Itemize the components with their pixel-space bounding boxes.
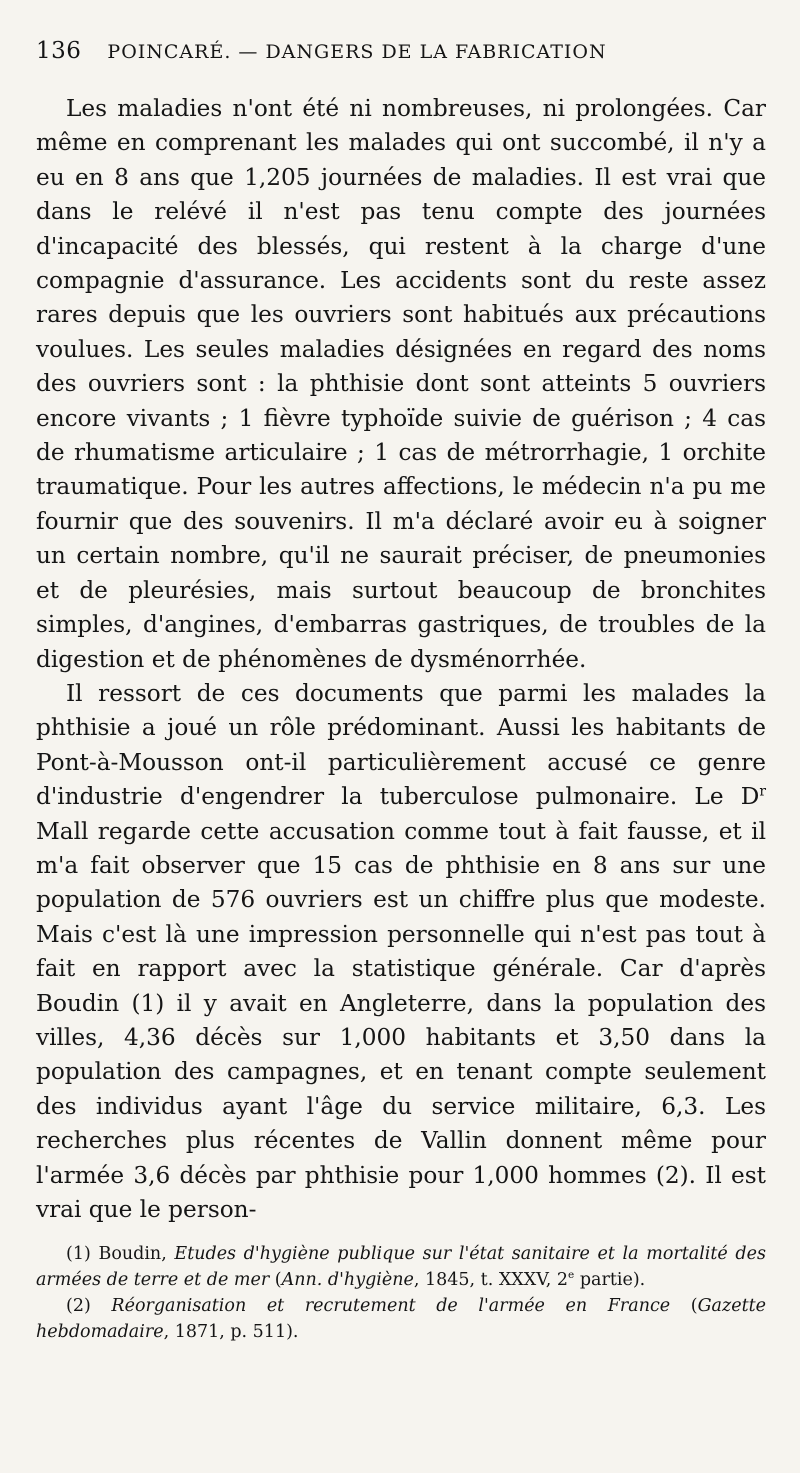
superscript: r bbox=[759, 783, 766, 800]
page-number: 136 bbox=[36, 38, 82, 64]
footnote: (2) Réorganisation et recrutement de l'armée en France (Gazette hebdomadaire, 1871, p. 511). bbox=[36, 1296, 766, 1343]
paragraph: Les maladies n'ont été ni nombreuses, ni prolongées. Car même en comprenant les malades qui ont succombé, il n'y a eu en 8 ans que 1,205 journées de maladies. Il est vrai que dans le relévé il n'est pas tenu compte des journées d'incapacité des blessés, qui restent à la charge d'une compagnie d'assurance. Les accidents sont du reste assez rares depuis que les ouvriers sont habitués aux précautions voulues. Les seules maladies désignées en regard des noms des ouvriers sont : la phthisie dont sont atteints 5 ouvriers encore vivants ; 1 fièvre typhoïde suivie de guérison ; 4 cas de rhumatisme articulaire ; 1 cas de métrorrhagie, 1 orchite traumatique. Pour les autres affections, le médecin n'a pu me fournir que des souvenirs. Il m'a déclaré avoir eu à soigner un certain nombre, qu'il ne saurait préciser, de pneumonies et de pleurésies, mais surtout beaucoup de bronchites simples, d'angines, d'embarras gastriques, de troubles de la digestion et de phénomènes de dysménorrhée. bbox=[36, 95, 766, 673]
running-title: POINCARÉ. — DANGERS DE LA FABRICATION bbox=[107, 41, 607, 63]
footnote-author: Boudin, bbox=[98, 1244, 167, 1265]
body-text bbox=[36, 92, 766, 1227]
footnote-marker: (2) bbox=[66, 1296, 91, 1317]
footnote-title: Réorganisation et recrutement de l'armée en France bbox=[111, 1296, 671, 1317]
footnote-marker: (1) bbox=[66, 1244, 91, 1265]
paragraph: Il ressort de ces documents que parmi les malades la phthisie a joué un rôle prédominant. Aussi les habitants de Pont-à-Mousson ont-il particulièrement accusé ce genre d'industrie d'engendrer la tuberculose pulmonaire. Le $D^r$ Mall regarde cette accusation comme tout à fait fausse, et il m'a fait observer que 15 cas de phthisie en 8 ans sur une population de 576 ouvriers est un chiffre plus que modeste. Mais c'est là une impression personnelle qui n'est pas tout à fait en rapport avec la statistique générale. Car d'après Boudin (1) il y avait en Angleterre, dans la population des villes, 4,36 décès sur 1,000 habitants et 3,50 dans la population des campagnes, et en tenant compte seulement des individus ayant l'âge du service militaire, 6,3. Les recherches plus récentes de Vallin donnent même pour l'armée 3,6 décès par phthisie pour 1,000 hommes (2). Il est vrai que le person- bbox=[36, 679, 766, 1223]
footnote-journal: Gazette hebdomadaire bbox=[36, 1296, 766, 1343]
page-header bbox=[36, 38, 766, 82]
footnote-title: Etudes d'hygiène publique sur l'état sanitaire et la mortalité des armées de terre et de mer bbox=[36, 1244, 766, 1291]
footnote: (1) Boudin, Etudes d'hygiène publique sur l'état sanitaire et la mortalité des armées de terre et de mer (Ann. d'hygiène, 1845, t. XXXV, 2e partie). bbox=[36, 1244, 766, 1291]
footnote-journal: Ann. d'hygiène bbox=[281, 1270, 414, 1291]
footnotes bbox=[36, 1241, 766, 1345]
